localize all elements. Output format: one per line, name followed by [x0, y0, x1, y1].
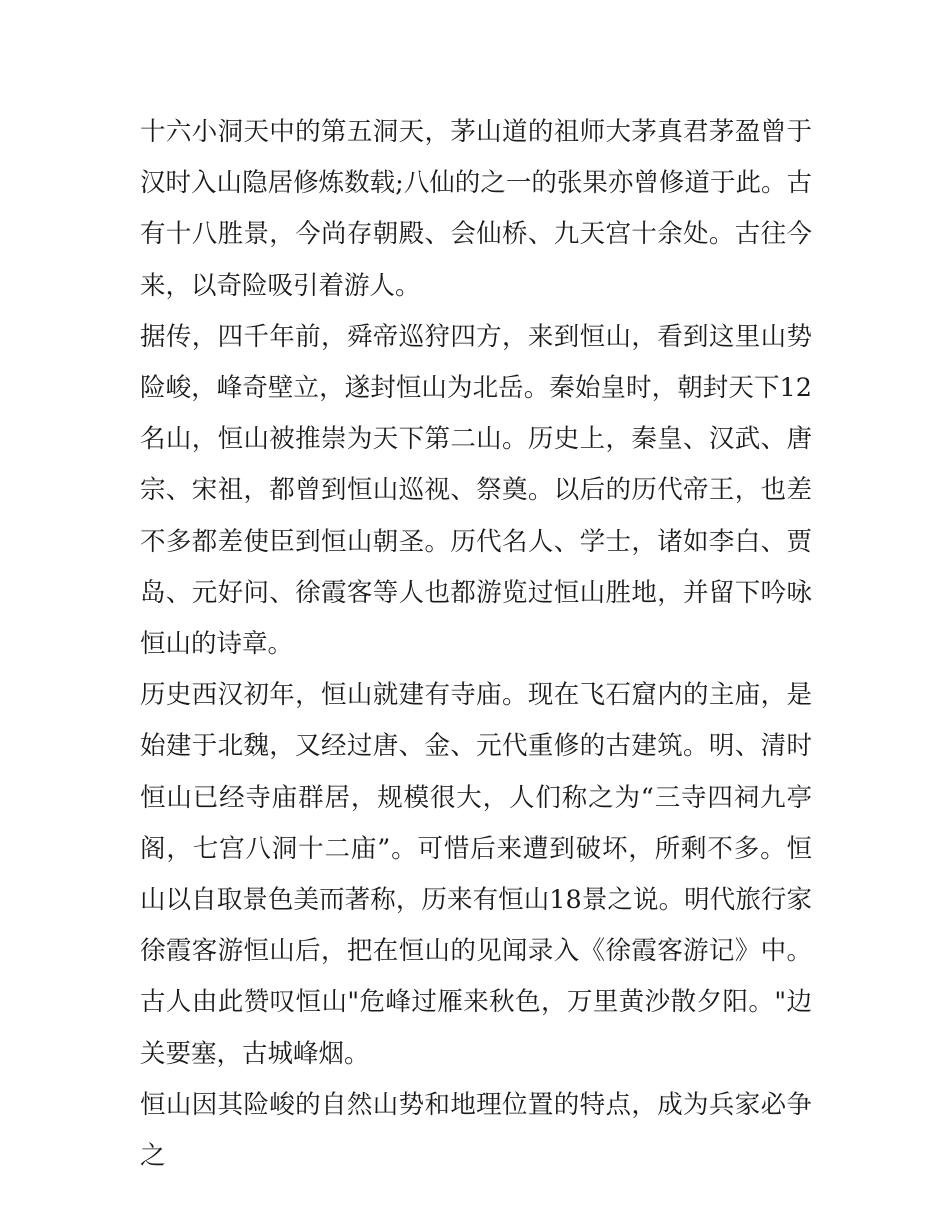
document-body — [140, 107, 812, 1182]
paragraph-4: 恒山因其险峻的自然山势和地理位置的特点，成为兵家必争之 — [140, 1089, 812, 1172]
paragraph-2: 据传，四千年前，舜帝巡狩四方，来到恒山，看到这里山势险峻，峰奇壁立，遂封恒山为北岳。秦始皇时，朝封天下12名山，恒山被推崇为天下第二山。历史上，秦皇、汉武、唐宗、宋祖，都曾到恒山巡视、祭奠。以后的历代帝王，也差不多都差使臣到恒山朝圣。历代名人、学士，诸如李白、贾岛、元好问、徐霞客等人也都游览过恒山胜地，并留下吟咏恒山的诗章。 — [140, 321, 812, 660]
paragraph-3: 历史西汉初年，恒山就建有寺庙。现在飞石窟内的主庙，是始建于北魏，又经过唐、金、元代重修的古建筑。明、清时恒山已经寺庙群居，规模很大，人们称之为“三寺四祠九亭阁，七宫八洞十二庙”。可惜后来遭到破坏，所剩不多。恒山以自取景色美而著称，历来有恒山18景之说。明代旅行家徐霞客游恒山后，把在恒山的见闻录入《徐霞客游记》中。古人由此赞叹恒山"危峰过雁来秋色，万里黄沙散夕阳。"边关要塞，古城峰烟。 — [140, 680, 812, 1069]
paragraph-1: 十六小洞天中的第五洞天，茅山道的祖师大茅真君茅盈曾于汉时入山隐居修炼数载;八仙的之一的张果亦曾修道于此。古有十八胜景，今尚存朝殿、会仙桥、九天宫十余处。古往今来，以奇险吸引着游人。 — [140, 117, 812, 301]
